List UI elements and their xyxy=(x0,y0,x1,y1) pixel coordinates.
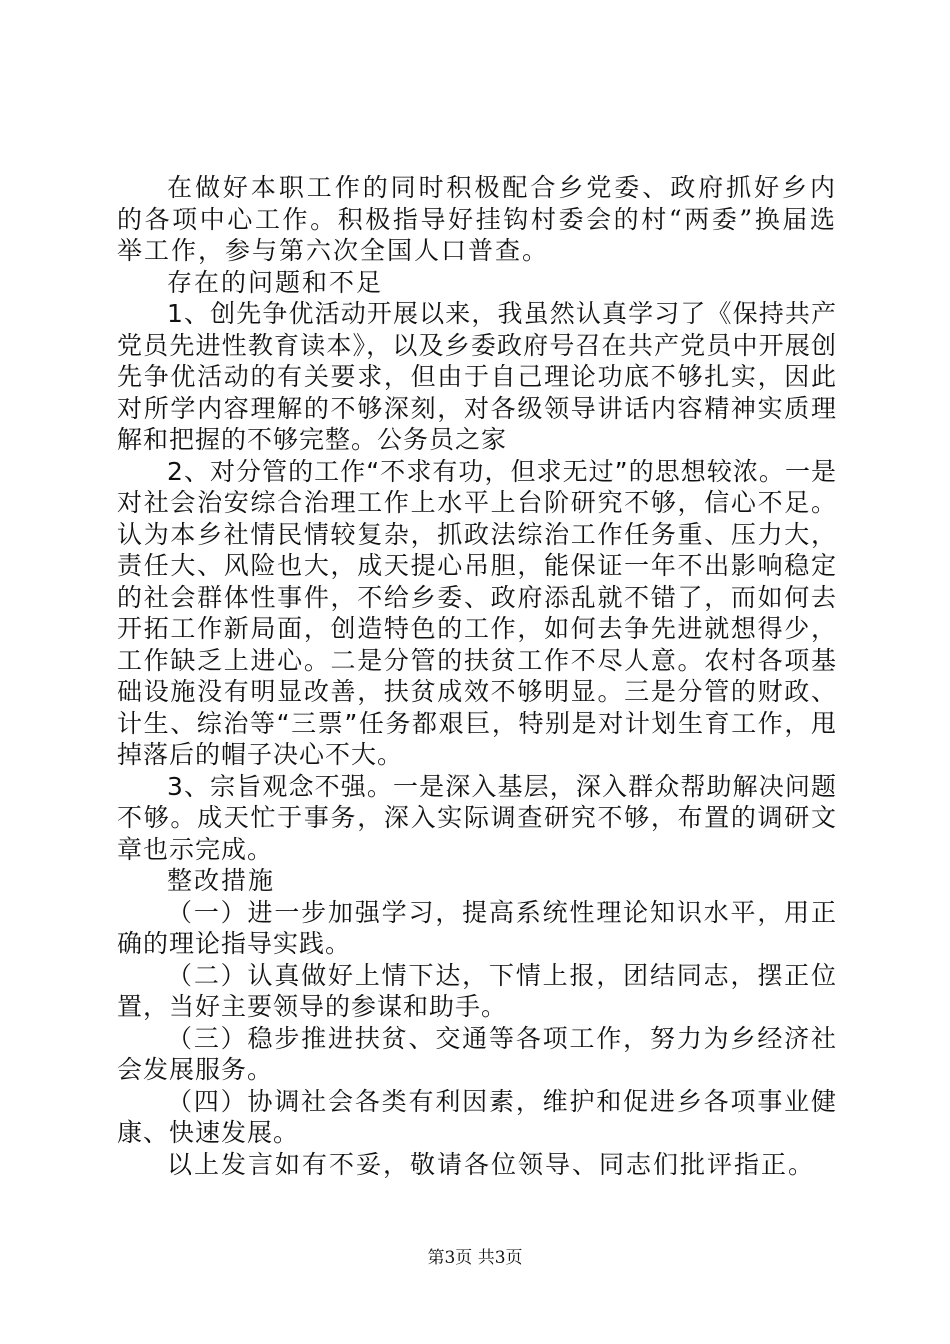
paragraph-measure-3: （三）稳步推进扶贫、交通等各项工作，努力为乡经济社会发展服务。 xyxy=(117,1023,837,1084)
paragraph-measure-1: （一）进一步加强学习，提高系统性理论知识水平，用正确的理论指导实践。 xyxy=(117,897,837,958)
paragraph-measure-4: （四）协调社会各类有利因素，维护和促进乡各项事业健康、快速发展。 xyxy=(117,1086,837,1147)
paragraph-closing: 以上发言如有不妥，敬请各位领导、同志们批评指正。 xyxy=(167,1149,816,1179)
paragraph-problem-2: 2、对分管的工作“不求有功，但求无过”的思想较浓。一是对社会治安综合治理工作上水平上台阶研究不够，信心不足。认为本乡社情民情较复杂，抓政法综治工作任务重、压力大，责任大、风险也大，成天提心吊胆，能保证一年不出影响稳定的社会群体性事件，不给乡委、政府添乱就不错了，而如何去开拓工作新局面，创造特色的工作，如何去争先进就想得少，工作缺乏上进心。二是分管的扶贫工作不尽人意。农村各项基础设施没有明显改善，扶贫成效不够明显。三是分管的财政、计生、综治等“三票”任务都艰巨，特别是对计划生育工作，甩掉落后的帽子决心不大。 xyxy=(117,456,837,769)
heading-measures: 整改措施 xyxy=(167,866,276,895)
paragraph-problem-3: 3、宗旨观念不强。一是深入基层，深入群众帮助解决问题不够。成天忙于事务，深入实际调查研究不够，布置的调研文章也示完成。 xyxy=(117,771,837,864)
heading-problems: 存在的问题和不足 xyxy=(167,267,384,297)
paragraph-measure-2: （二）认真做好上情下达，下情上报，团结同志，摆正位置，当好主要领导的参谋和助手。 xyxy=(117,960,837,1021)
paragraph-intro: 在做好本职工作的同时积极配合乡党委、政府抓好乡内的各项中心工作。积极指导好挂钩村委会的村“两委”换届选举工作，参与第六次全国人口普查。 xyxy=(117,173,837,265)
document-body xyxy=(117,172,837,1180)
page-footer: 第3页 共3页 xyxy=(427,1248,523,1268)
paragraph-problem-1: 1、创先争优活动开展以来，我虽然认真学习了《保持共产党员先进性教育读本》，以及乡委政府号召在共产党员中开展创先争优活动的有关要求，但由于自己理论功底不够扎实，因此对所学内容理解的不够深刻，对各级领导讲话内容精神实质理解和把握的不够完整。公务员之家 xyxy=(117,299,837,454)
